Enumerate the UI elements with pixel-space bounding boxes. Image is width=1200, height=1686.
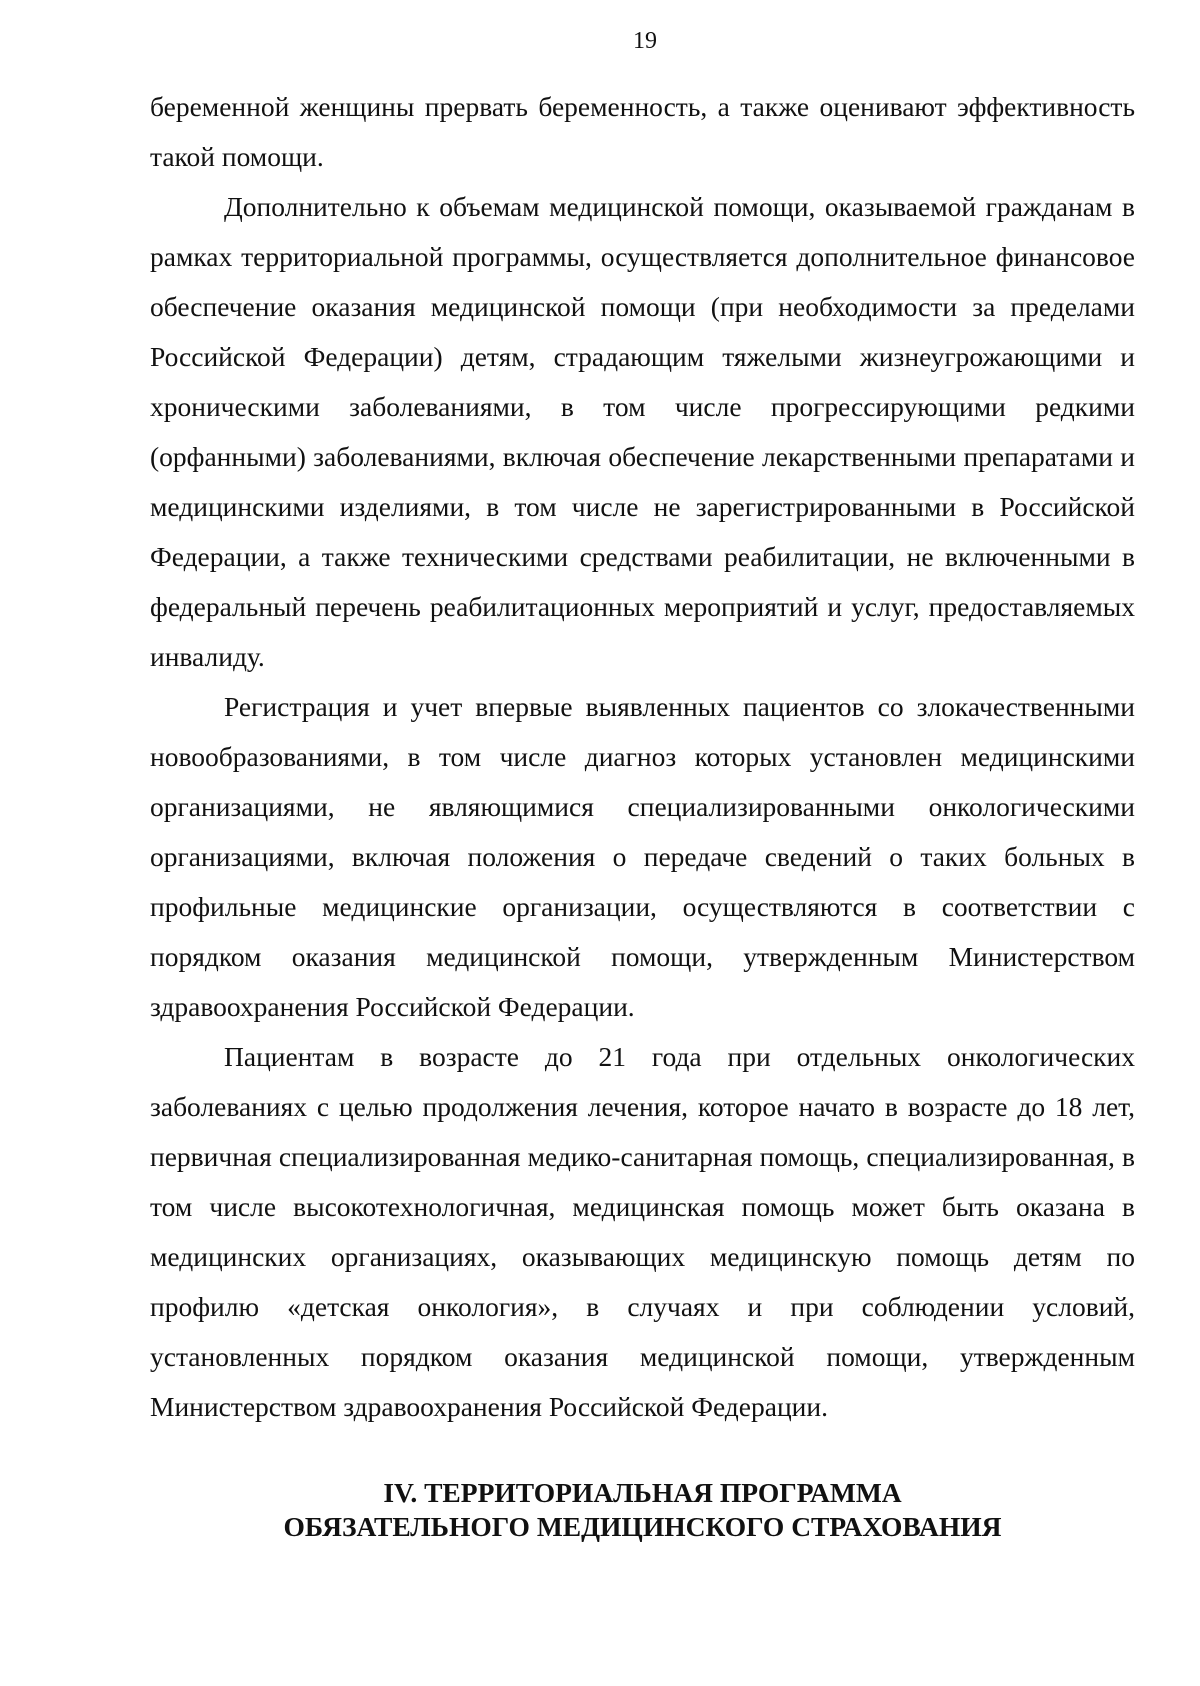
body-text	[150, 82, 1135, 1432]
paragraph-registration: Регистрация и учет впервые выявленных пациентов со злокачественными новообразованиями, в том числе диагноз которых установлен медицинскими организациями, не являющимися специализированными онкологическими организациями, включая положения о передаче сведений о таких больных в профильные медицинские организации, осуществляются в соответствии с порядком оказания медицинской помощи, утвержденным Министерством здравоохранения Российской Федерации.	[150, 691, 1135, 1022]
paragraph-additional-funding: Дополнительно к объемам медицинской помощи, оказываемой гражданам в рамках территориальной программы, осуществляется дополнительное финансовое обеспечение оказания медицинской помощи (при необходимости за пределами Российской Федерации) детям, страдающим тяжелыми жизнеугрожающими и хроническими заболеваниями, в том числе прогрессирующими редкими (орфанными) заболеваниями, включая обеспечение лекарственными препаратами и медицинскими изделиями, в том числе не зарегистрированными в Российской Федерации, а также техническими средствами реабилитации, не включенными в федеральный перечень реабилитационных мероприятий и услуг, предоставляемых инвалиду.	[150, 191, 1135, 672]
paragraph-patients-under-21: Пациентам в возрасте до 21 года при отдельных онкологических заболеваниях с целью продолжения лечения, которое начато в возрасте до 18 лет, первичная специализированная медико-санитарная помощь, специализированная, в том числе высокотехнологичная, медицинская помощь может быть оказана в медицинских организациях, оказывающих медицинскую помощь детям по профилю «детская онкология», в случаях и при соблюдении условий, установленных порядком оказания медицинской помощи, утвержденным Министерством здравоохранения Российской Федерации.	[150, 1041, 1135, 1422]
section-heading	[150, 1476, 1135, 1544]
section-heading-line-1: IV. ТЕРРИТОРИАЛЬНАЯ ПРОГРАММА	[383, 1477, 902, 1508]
page-number: 19	[633, 28, 657, 54]
section-heading-line-2: ОБЯЗАТЕЛЬНОГО МЕДИЦИНСКОГО СТРАХОВАНИЯ	[283, 1511, 1002, 1542]
paragraph-continuation: беременной женщины прервать беременность, а также оценивают эффективность такой помощи.	[150, 91, 1135, 172]
